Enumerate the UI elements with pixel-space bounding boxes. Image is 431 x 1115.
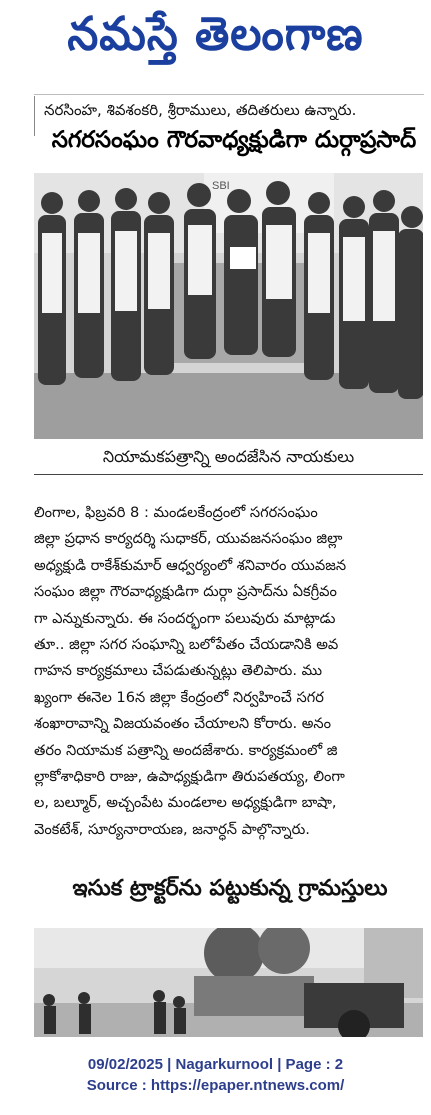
masthead: [0, 0, 431, 80]
article-line: శంఖారావాన్ని విజయవంతం చేయాలని కోరారు. అనం: [34, 715, 332, 733]
photo-caption: నియామకపత్రాన్ని అందజేసిన నాయకులు: [34, 440, 423, 475]
article-line: సంఘం జిల్లా గౌరవాధ్యక్షుడిగా దుర్గా ప్రసాద్‌ను ఏకగ్రీవం: [34, 583, 337, 601]
article-line: ల, బల్మూర్, అచ్చంపేట మండలాల అధ్యక్షుడిగా బాషా,: [34, 794, 337, 812]
article-line: గాహన కార్యక్రమాలు చేపడుతున్నట్లు తెలిపారు. ము: [34, 662, 323, 680]
tractor-photo-illustration: [34, 928, 423, 1037]
article-line: ఖ్యంగా ఈనెల 16న జిల్లా కేంద్రంలో నిర్వహించే సగర: [34, 688, 324, 706]
page-footer: [0, 1054, 431, 1096]
article-line: వెంకటేశ్, సూర్యనారాయణ, జనార్ధన్ పాల్గొన్నారు.: [34, 820, 310, 838]
second-article-photo: [34, 928, 423, 1037]
article-line: తూ.. జిల్లా సగర సంఘాన్ని బలోపేతం చేయడానికి అవ: [34, 635, 339, 653]
article-line: అధ్యక్షుడి రాకేశ్‌కుమార్ ఆధ్వర్యంలో శనివారం యువజన: [34, 556, 347, 574]
article-body: [34, 500, 426, 843]
second-article-headline: ఇసుక ట్రాక్టర్‌ను పట్టుకున్న గ్రామస్తులు: [72, 876, 388, 901]
article-line: జిల్లా ప్రధాన కార్యదర్శి సుధాకర్, యువజనసంఘం జిల్లా: [34, 530, 343, 548]
article-line: గా ఎన్నుకున్నారు. ఈ సందర్భంగా పలువురు మాట్లాడు: [34, 609, 336, 627]
source-link[interactable]: Source : https://epaper.ntnews.com/: [86, 1077, 345, 1094]
newspaper-title: నమస్తే తెలంగాణ: [67, 7, 364, 61]
column-rule: [34, 96, 35, 136]
sbi-sign: SBI: [212, 180, 230, 192]
article-line: లింగాల, ఫిబ్రవరి 8 : మండలకేంద్రంలో సగరసంఘం: [34, 504, 318, 521]
previous-article-tail: నరసింహ, శివశంకరి, శ్రీరాములు, తదితరులు ఉన్నారు.: [44, 101, 357, 119]
article-headline: సగరసంఘం గౌరవాధ్యక్షుడిగా దుర్గాప్రసాద్: [51, 127, 417, 153]
article-photo: [34, 173, 423, 439]
article-line: తరం నియామక పత్రాన్ని అందజేశారు. కార్యక్రమంలో జి: [34, 741, 338, 759]
edition-info: 09/02/2025 | Nagarkurnool | Page : 2: [87, 1056, 344, 1073]
group-photo-illustration: [34, 173, 423, 439]
article-line: ల్లాకోశాధికారి రాజు, ఉపాధ్యక్షుడిగా తిరుపతయ్య, లింగా: [34, 767, 345, 785]
section-divider: [34, 94, 424, 95]
